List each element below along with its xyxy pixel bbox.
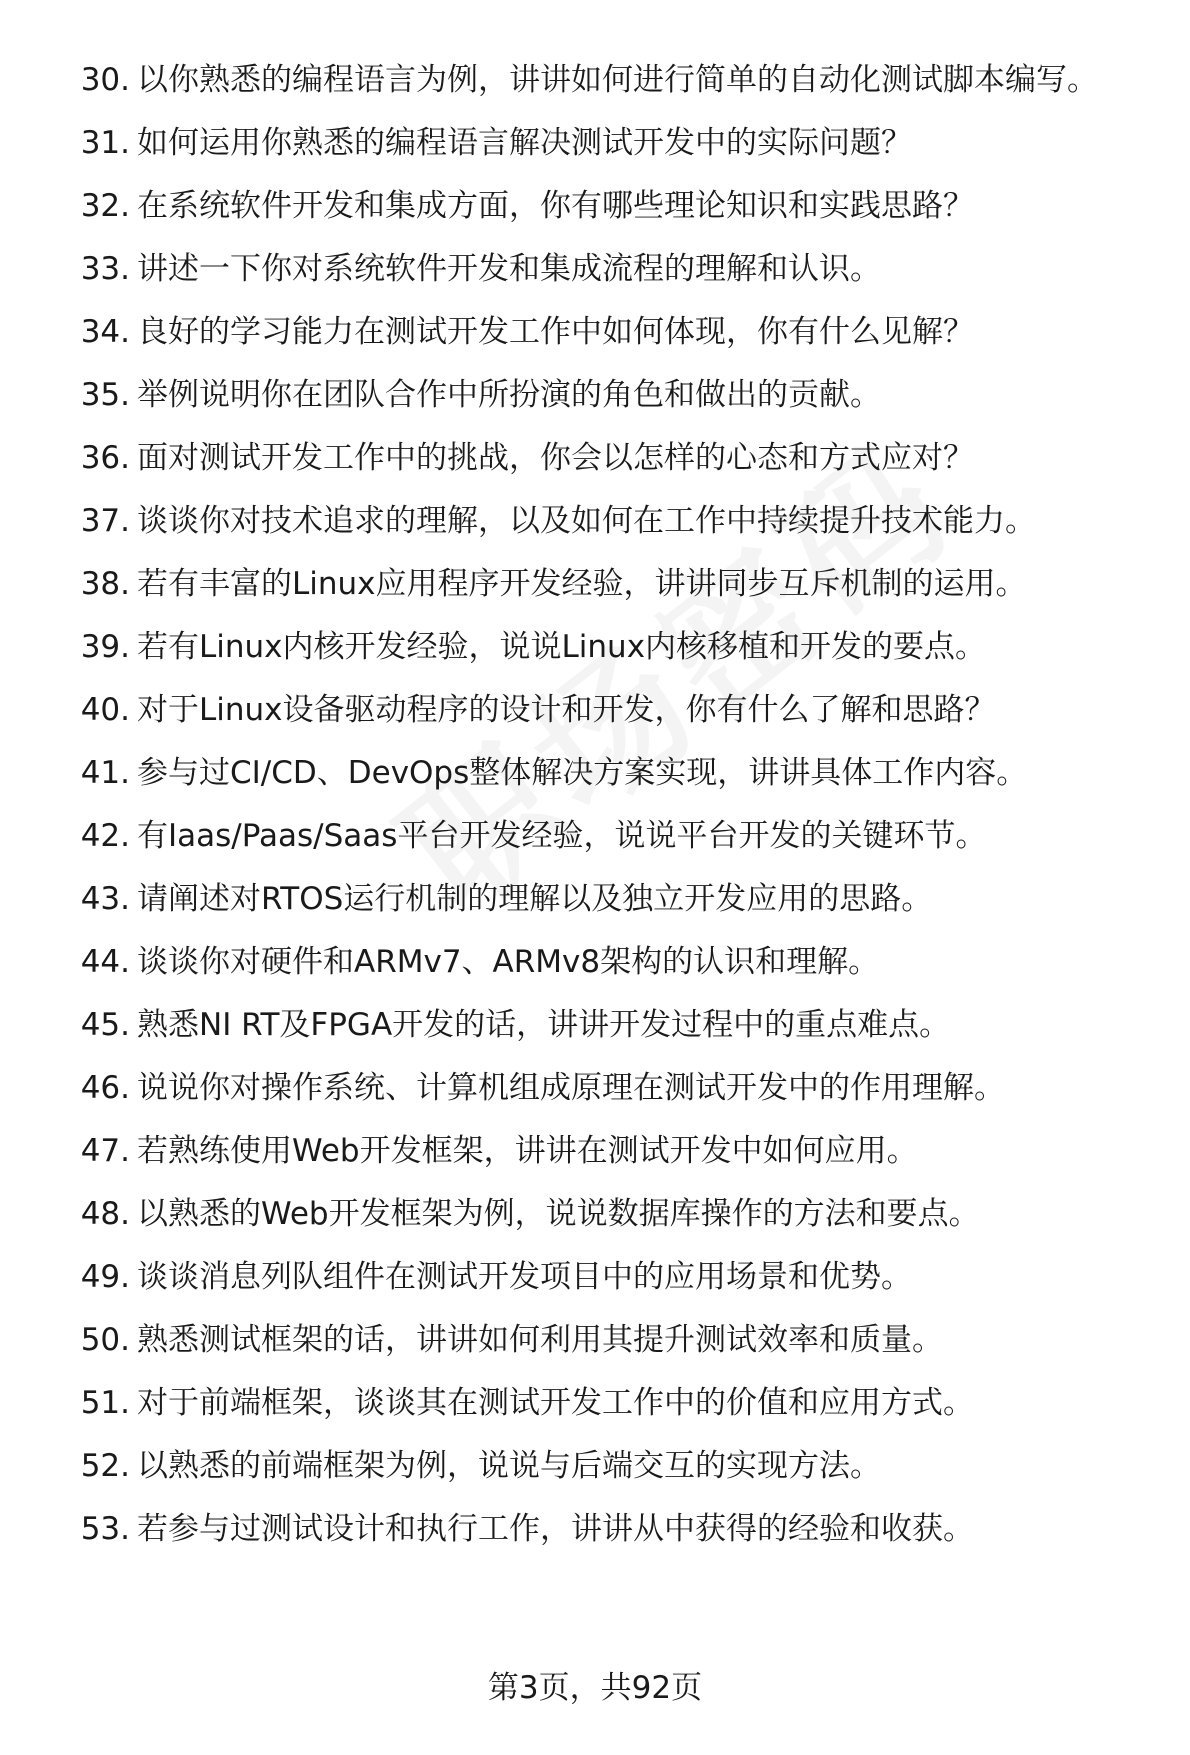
question-item — [0, 60, 1190, 100]
question-item — [0, 564, 1190, 604]
question-text: 请阐述对RTOS运行机制的理解以及独立开发应用的思路。 — [137, 881, 933, 917]
question-text: 以熟悉的Web开发框架为例，说说数据库操作的方法和要点。 — [137, 1196, 980, 1232]
question-text: 说说你对操作系统、计算机组成原理在测试开发中的作用理解。 — [137, 1070, 1005, 1106]
question-text: 良好的学习能力在测试开发工作中如何体现，你有什么见解？ — [137, 314, 974, 350]
question-item — [0, 1005, 1190, 1045]
question-text: 参与过CI/CD、DevOps整体解决方案实现，讲讲具体工作内容。 — [137, 755, 1028, 791]
question-list — [0, 60, 1190, 1572]
question-item — [0, 1068, 1190, 1108]
question-text: 谈谈消息列队组件在测试开发项目中的应用场景和优势。 — [137, 1259, 912, 1295]
question-number: 34. — [80, 314, 130, 350]
question-item — [0, 1194, 1190, 1234]
question-item — [0, 1509, 1190, 1549]
question-text: 举例说明你在团队合作中所扮演的角色和做出的贡献。 — [137, 377, 881, 413]
question-number: 47. — [80, 1133, 130, 1169]
question-item — [0, 627, 1190, 667]
question-item — [0, 438, 1190, 478]
question-item — [0, 123, 1190, 163]
question-number: 45. — [80, 1007, 130, 1043]
question-text: 讲述一下你对系统软件开发和集成流程的理解和认识。 — [137, 251, 881, 287]
question-item — [0, 690, 1190, 730]
question-item — [0, 186, 1190, 226]
question-number: 31. — [80, 125, 130, 161]
question-text: 以熟悉的前端框架为例，说说与后端交互的实现方法。 — [137, 1448, 881, 1484]
question-number: 50. — [80, 1322, 130, 1358]
question-text: 若熟练使用Web开发框架，讲讲在测试开发中如何应用。 — [137, 1133, 918, 1169]
question-number: 37. — [80, 503, 130, 539]
question-number: 33. — [80, 251, 130, 287]
question-text: 熟悉测试框架的话，讲讲如何利用其提升测试效率和质量。 — [137, 1322, 943, 1358]
question-number: 39. — [80, 629, 130, 665]
question-item — [0, 942, 1190, 982]
question-item — [0, 1320, 1190, 1360]
question-text: 熟悉NI RT及FPGA开发的话，讲讲开发过程中的重点难点。 — [137, 1007, 951, 1043]
question-text: 对于前端框架，谈谈其在测试开发工作中的价值和应用方式。 — [137, 1385, 974, 1421]
question-number: 35. — [80, 377, 130, 413]
question-number: 52. — [80, 1448, 130, 1484]
question-item — [0, 1446, 1190, 1486]
question-item — [0, 1257, 1190, 1297]
question-text: 对于Linux设备驱动程序的设计和开发，你有什么了解和思路？ — [137, 692, 996, 728]
question-text: 以你熟悉的编程语言为例，讲讲如何进行简单的自动化测试脚本编写。 — [137, 62, 1098, 98]
question-item — [0, 375, 1190, 415]
question-item — [0, 753, 1190, 793]
question-item — [0, 1131, 1190, 1171]
question-item — [0, 312, 1190, 352]
question-number: 36. — [80, 440, 130, 476]
question-text: 若有Linux内核开发经验，说说Linux内核移植和开发的要点。 — [137, 629, 987, 665]
question-text: 若有丰富的Linux应用程序开发经验，讲讲同步互斥机制的运用。 — [137, 566, 1027, 602]
question-text: 如何运用你熟悉的编程语言解决测试开发中的实际问题？ — [137, 125, 912, 161]
page-number-footer: 第3页，共92页 — [487, 1670, 703, 1706]
question-number: 38. — [80, 566, 130, 602]
question-item — [0, 501, 1190, 541]
question-number: 49. — [80, 1259, 130, 1295]
question-number: 44. — [80, 944, 130, 980]
question-number: 40. — [80, 692, 130, 728]
question-text: 有Iaas/Paas/Saas平台开发经验，说说平台开发的关键环节。 — [137, 818, 987, 854]
question-text: 谈谈你对技术追求的理解，以及如何在工作中持续提升技术能力。 — [137, 503, 1036, 539]
question-text: 若参与过测试设计和执行工作，讲讲从中获得的经验和收获。 — [137, 1511, 974, 1547]
question-number: 46. — [80, 1070, 130, 1106]
question-item — [0, 879, 1190, 919]
question-number: 30. — [80, 62, 130, 98]
question-item — [0, 249, 1190, 289]
question-item — [0, 1383, 1190, 1423]
question-number: 41. — [80, 755, 130, 791]
question-number: 42. — [80, 818, 130, 854]
question-number: 53. — [80, 1511, 130, 1547]
question-number: 48. — [80, 1196, 130, 1232]
question-text: 面对测试开发工作中的挑战，你会以怎样的心态和方式应对？ — [137, 440, 974, 476]
question-item — [0, 816, 1190, 856]
question-text: 在系统软件开发和集成方面，你有哪些理论知识和实践思路？ — [137, 188, 974, 224]
question-text: 谈谈你对硬件和ARMv7、ARMv8架构的认识和理解。 — [137, 944, 880, 980]
question-number: 51. — [80, 1385, 130, 1421]
question-number: 32. — [80, 188, 130, 224]
question-number: 43. — [80, 881, 130, 917]
